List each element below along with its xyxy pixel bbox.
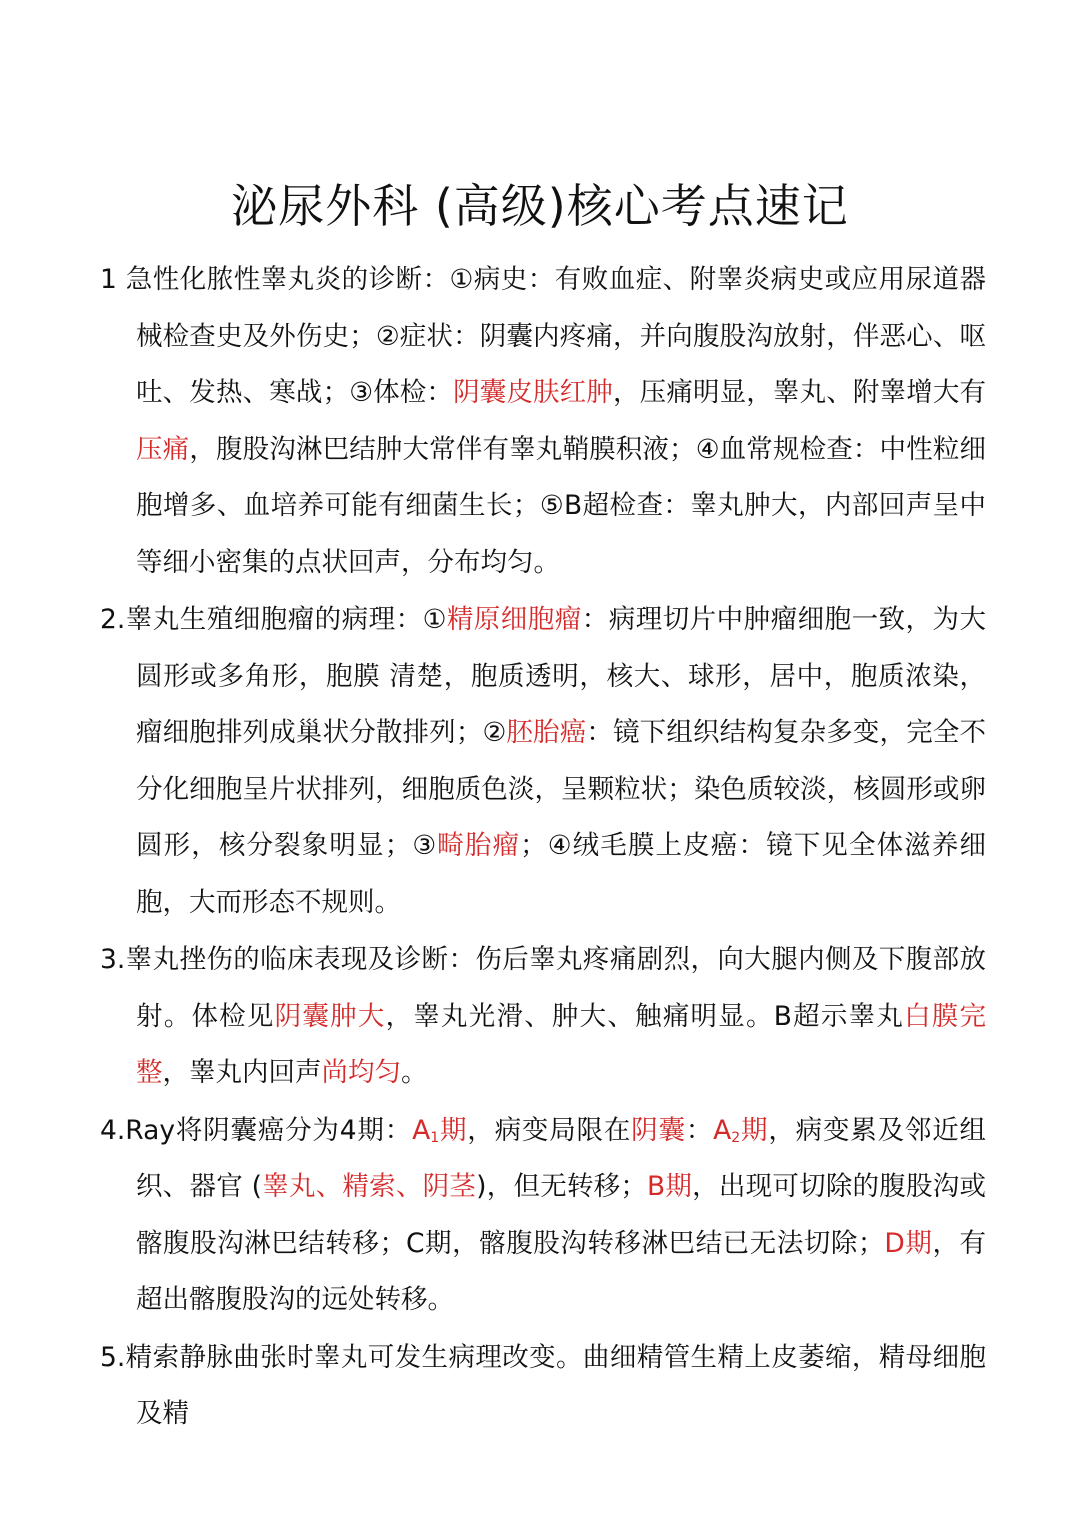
body-text: ，腹股沟淋巴结肿大常伴有睾丸鞘膜积液；④血常规检查：中性粒细胞增多、血培养可能有细菌生长；⑤B超检查：睾丸肿大，内部回声呈中等细小密集的点状回声，分布均匀。 <box>136 433 986 578</box>
highlight-text: B期 <box>646 1171 693 1202</box>
body-text: 3.睾丸挫伤的临床表现及诊断：伤后睾丸疼痛剧烈，向大腿内侧及下腹部放射。体检见 <box>100 944 986 1032</box>
body-text: ，压痛明显，睾丸、附睾增大有 <box>613 377 987 408</box>
body-text: )，但无转移； <box>476 1171 647 1202</box>
body-text: 4.Ray将阴囊癌分为4期： <box>100 1114 413 1146</box>
highlight-text: 1 <box>430 1129 440 1146</box>
highlight-text: D期 <box>884 1227 933 1259</box>
highlight-text: 阴囊皮肤红肿 <box>453 377 614 408</box>
page-title: 泌尿外科 (高级)核心考点速记 <box>231 178 849 233</box>
body-text: ，睾丸内回声 <box>162 1057 322 1088</box>
body-text: ，出现可切除的腹股沟或髂腹股沟淋巴结转移；C期，髂腹股沟转移淋巴结已无法切除； <box>136 1171 987 1259</box>
body-text: 2.睾丸生殖细胞瘤的病理：① <box>100 604 447 635</box>
highlight-text: 阴囊肿大 <box>274 1000 386 1032</box>
body-text: 1 急性化脓性睾丸炎的诊断：①病史：有败血症、附睾炎病史或应用尿道器械检查史及外伤史；②症状：阴囊内疼痛，并向腹股沟放射，伴恶心、呕吐、发热、寒战；③体检： <box>100 264 986 408</box>
body-text: ：镜下组织结构复杂多变，完全不分化细胞呈片状排列，细胞质色淡，呈颗粒状；染色质较淡，核圆形或卵圆形，核分裂象明显；③ <box>136 717 987 861</box>
highlight-text: 畸胎瘤 <box>437 830 521 861</box>
body-text: ，有超出髂腹股沟的远处转移。 <box>136 1227 986 1315</box>
highlight-text: 睾丸、精索、阴茎 <box>261 1171 477 1202</box>
body-text: 。 <box>401 1057 428 1088</box>
body-text: 5.精索静脉曲张时睾丸可发生病理改变。曲细精管生精上皮萎缩，精母细胞及精 <box>100 1341 986 1429</box>
highlight-text: 白膜完整 <box>136 1000 987 1088</box>
highlight-text: 2 <box>731 1129 741 1146</box>
body-text: ，病变局限在 <box>467 1114 632 1146</box>
highlight-text: 胚胎癌 <box>506 717 587 748</box>
highlight-text: A <box>713 1114 732 1146</box>
body-text: ：病理切片中肿瘤细胞一致，为大圆形或多角形，胞膜 清楚，胞质透明，核大、球形，居中，胞质浓染，瘤细胞排列成巢状分散排列；② <box>136 604 987 748</box>
point-item-4 <box>100 1103 986 1329</box>
highlight-text: 精原细胞瘤 <box>446 604 582 635</box>
point-item-2 <box>100 592 986 931</box>
body-text: ，病变累及邻近组织、器官 ( <box>136 1114 987 1202</box>
highlight-text: 压痛 <box>136 433 190 465</box>
highlight-text: 期 <box>439 1114 468 1146</box>
body-text: ，睾丸光滑、肿大、触痛明显。B超示睾丸 <box>385 1000 905 1032</box>
body-text: ；④绒毛膜上皮癌：镜下见全体滋养细胞，大而形态不规则。 <box>136 830 986 918</box>
point-item-5 <box>100 1330 986 1443</box>
point-item-3 <box>100 932 986 1102</box>
highlight-text: 期 <box>740 1114 769 1146</box>
content-body <box>100 252 986 1443</box>
point-item-1 <box>100 252 986 591</box>
highlight-text: A <box>412 1114 431 1146</box>
highlight-text: 阴囊 <box>631 1114 686 1146</box>
highlight-text: 尚均匀 <box>321 1057 401 1088</box>
body-text: ： <box>685 1114 714 1146</box>
